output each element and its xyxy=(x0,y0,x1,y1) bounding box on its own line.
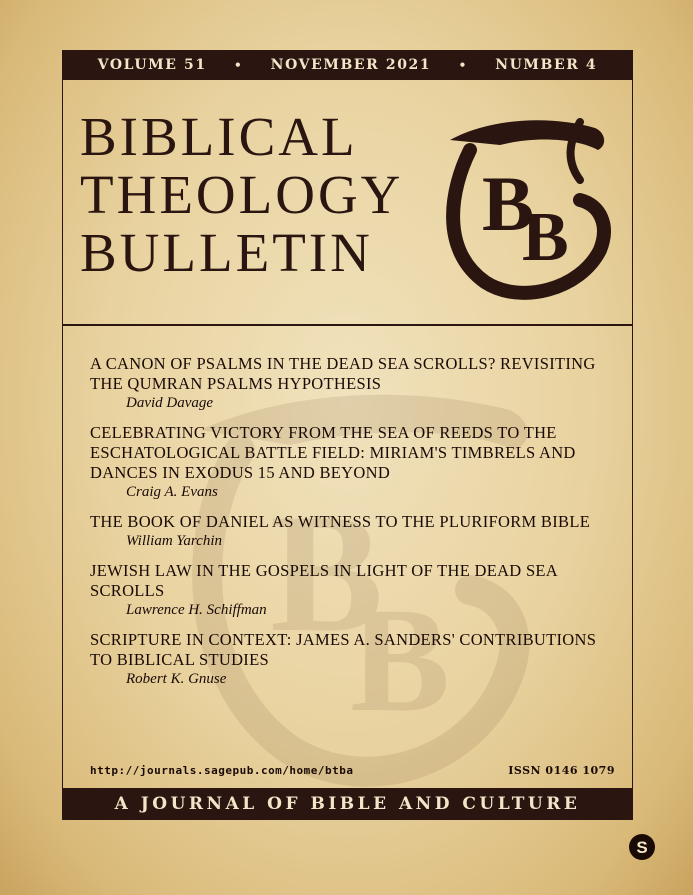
article-title: THE BOOK OF DANIEL AS WITNESS TO THE PLURIFORM BIBLE xyxy=(90,512,591,531)
issue-info-bar xyxy=(62,50,633,80)
article-author: Lawrence H. Schiffman xyxy=(126,602,267,618)
list-item xyxy=(90,512,620,551)
svg-text:B: B xyxy=(482,160,535,247)
issue-date: NOVEMBER 2021 xyxy=(270,57,432,73)
list-item xyxy=(90,423,620,502)
masthead-divider xyxy=(62,324,633,326)
btb-monogram-logo-icon xyxy=(430,110,615,300)
list-item xyxy=(90,630,620,689)
volume-label: VOLUME 51 xyxy=(97,57,207,73)
tagline-bar xyxy=(62,788,633,820)
article-title: SCRIPTURE IN CONTEXT: JAMES A. SANDERS' CONTRIBUTIONS TO BIBLICAL STUDIES xyxy=(90,630,597,669)
svg-text:B: B xyxy=(522,199,569,276)
journal-title xyxy=(80,108,403,282)
article-author: David Davage xyxy=(126,395,214,411)
article-title: JEWISH LAW IN THE GOSPELS IN LIGHT OF THE DEAD SEA SCROLLS xyxy=(90,561,558,600)
issue-number: NUMBER 4 xyxy=(495,57,598,73)
title-line-2: THEOLOGY xyxy=(80,164,404,225)
journal-url[interactable]: http://journals.sagepub.com/home/btba xyxy=(90,764,354,777)
separator-dot: • xyxy=(234,58,244,72)
journal-tagline: A JOURNAL OF BIBLE AND CULTURE xyxy=(114,794,581,814)
svg-text:S: S xyxy=(636,838,648,857)
list-item xyxy=(90,354,620,413)
svg-text:B: B xyxy=(270,479,384,667)
article-title: A CANON OF PSALMS IN THE DEAD SEA SCROLLS? REVISITING THE QUMRAN PSALMS HYPOTHESIS xyxy=(90,354,596,393)
footer-info xyxy=(90,764,615,777)
sage-logo-icon xyxy=(628,833,656,861)
article-author: William Yarchin xyxy=(126,533,222,549)
issn-number: ISSN 0146 1079 xyxy=(508,764,615,777)
title-line-3: BULLETIN xyxy=(80,222,373,283)
svg-text:B: B xyxy=(350,577,451,743)
article-title: CELEBRATING VICTORY FROM THE SEA OF REEDS TO THE ESCHATOLOGICAL BATTLE FIELD: MIRIAM'S TIMBRELS AND DANCES IN EXODUS 15 AND BEYOND xyxy=(90,423,576,482)
table-of-contents xyxy=(90,354,620,699)
title-line-1: BIBLICAL xyxy=(80,106,358,167)
article-author: Craig A. Evans xyxy=(126,484,218,500)
list-item xyxy=(90,561,620,620)
separator-dot: • xyxy=(458,58,468,72)
article-author: Robert K. Gnuse xyxy=(126,671,227,687)
